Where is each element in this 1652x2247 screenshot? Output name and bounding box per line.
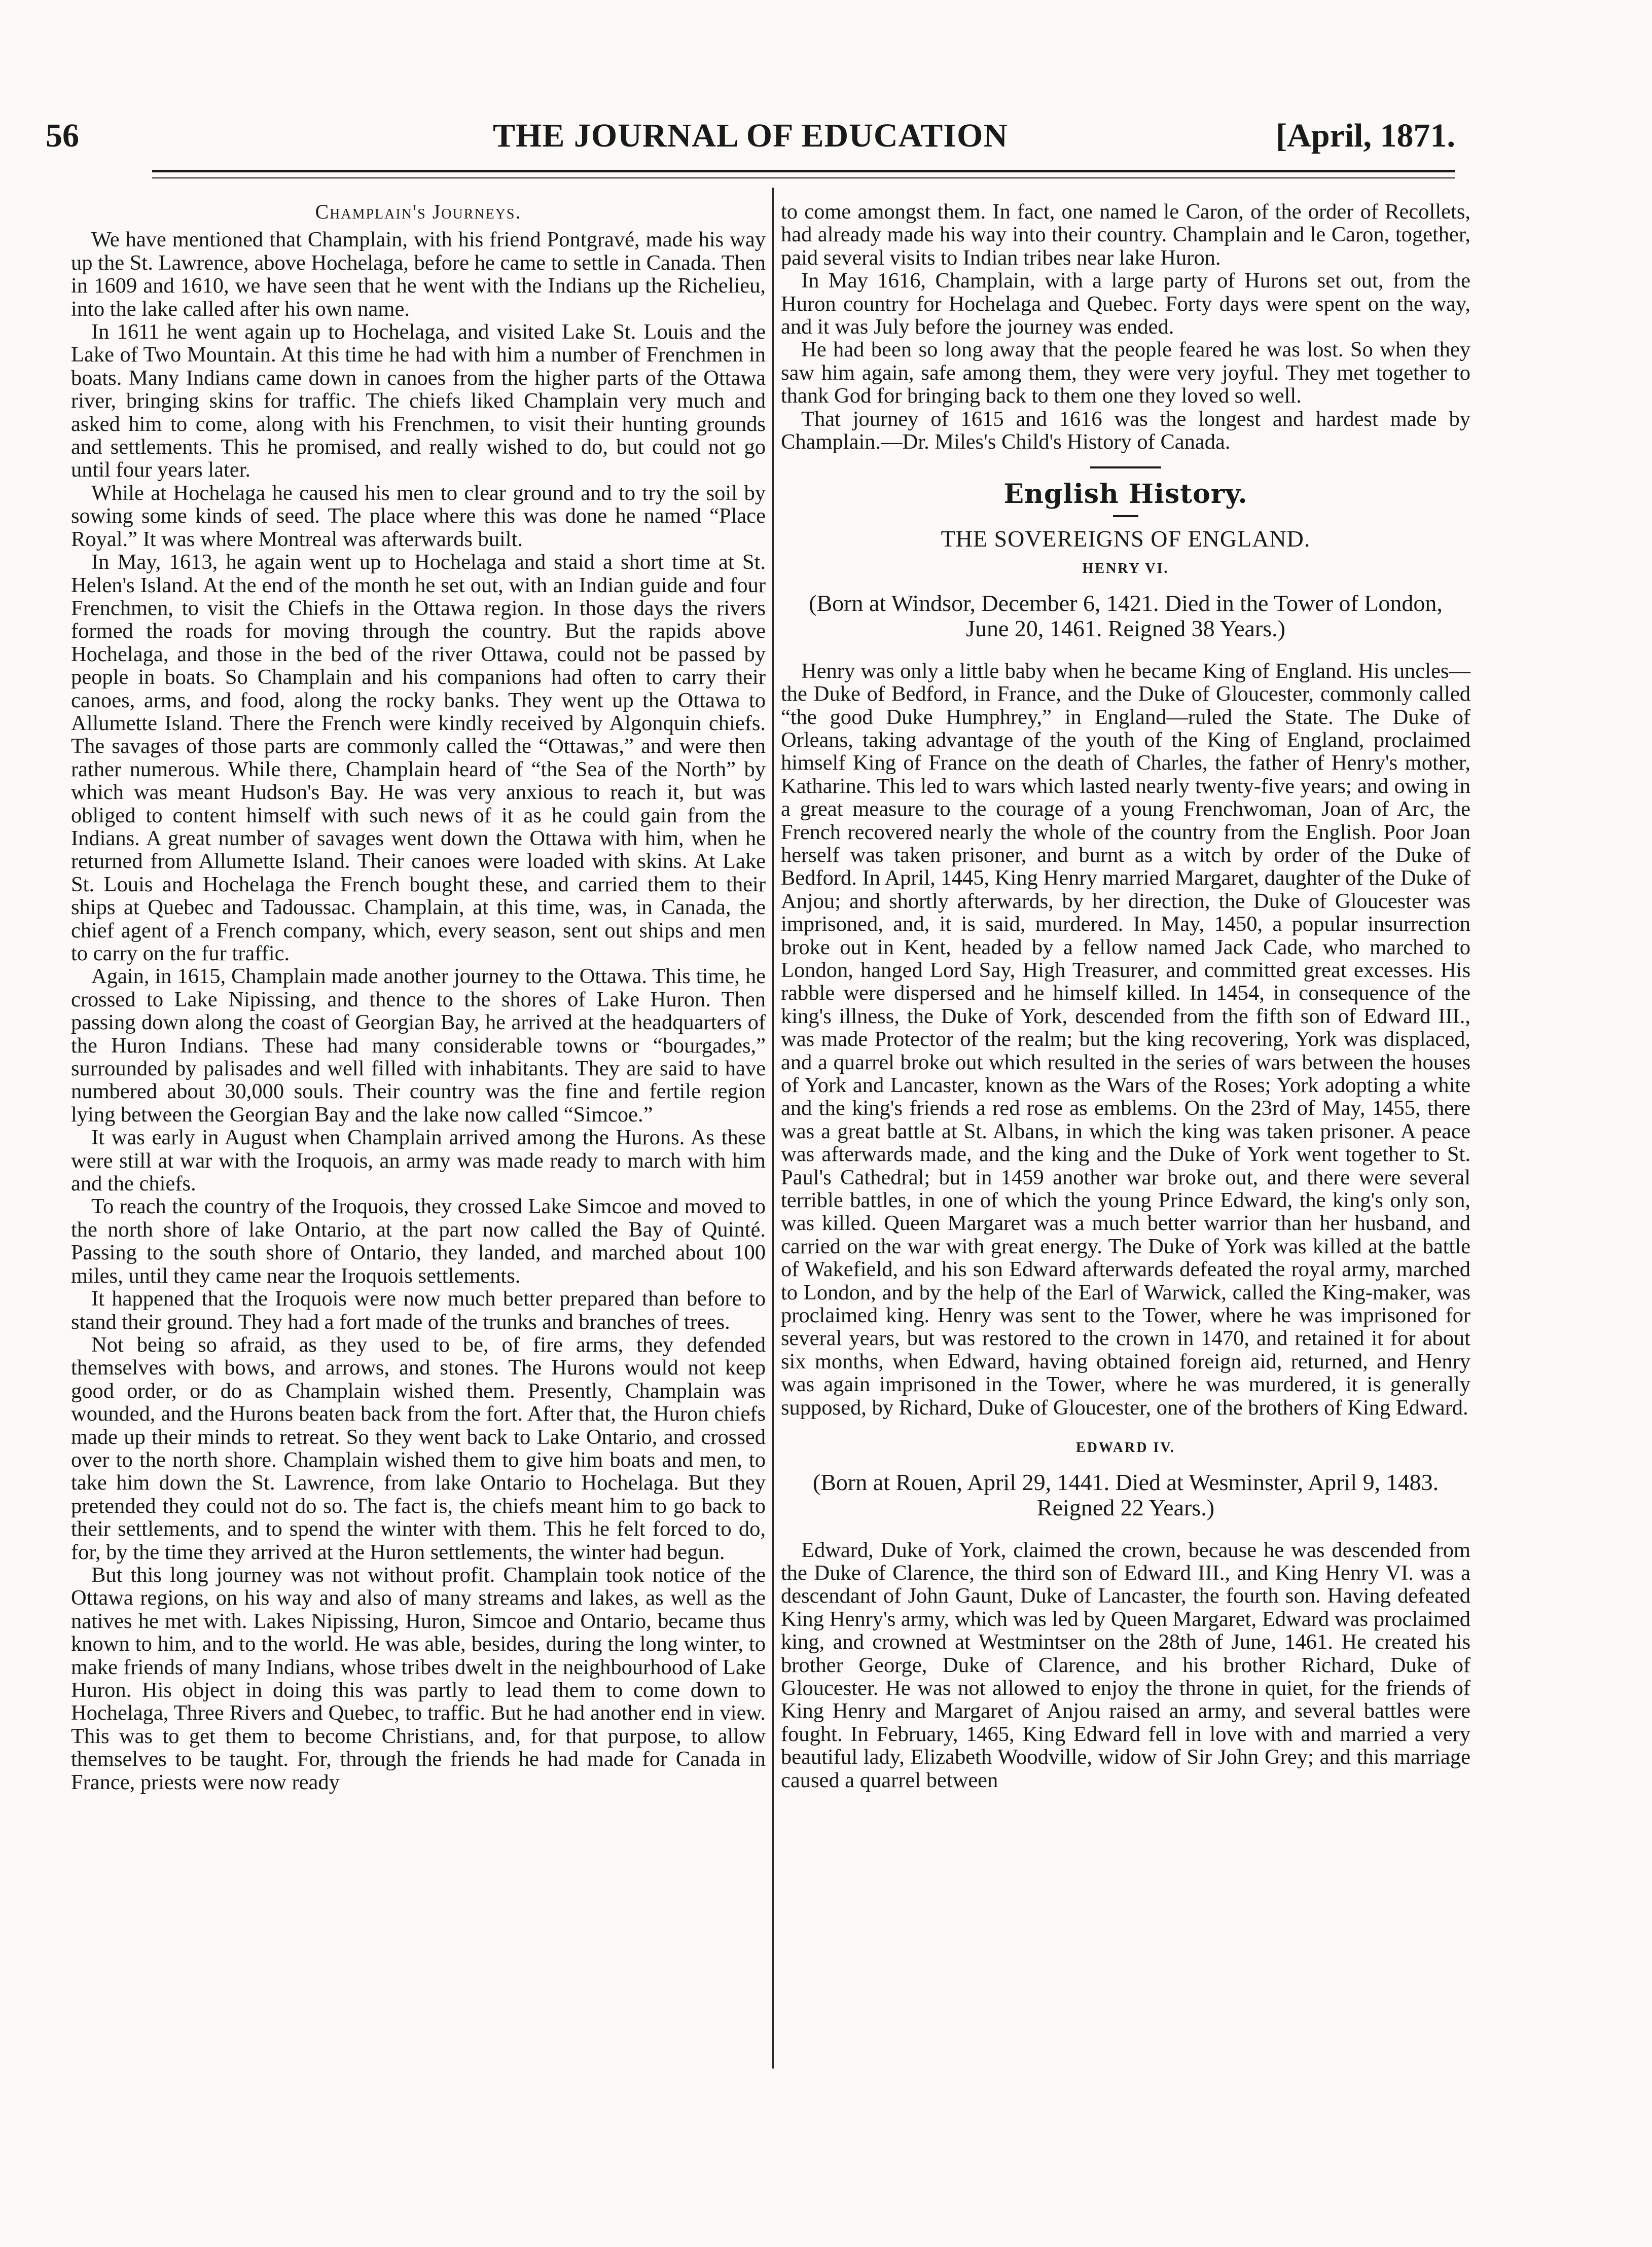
page-number: 56 <box>46 117 79 154</box>
paragraph: It was early in August when Champlain arrived among the Hurons. As these were still at war with the Iroquois, an army was made ready to march with him and the chiefs. <box>71 1126 766 1196</box>
paragraph: In May 1616, Champlain, with a large party of Hurons set out, from the Huron country for Hochelaga and Quebec. Forty days were spent on the way, and it was July before the journey was ended. <box>781 269 1470 339</box>
right-column <box>781 200 1470 1792</box>
paragraph: Henry was only a little baby when he became King of England. His uncles—the Duke of Bedford, in France, and the Duke of Gloucester, commonly called “the good Duke Humphrey,” in England—ruled the State. The Duke of Orleans, taking advantage of the youth of the King of England, proclaimed himself King of France on the death of Charles, the father of Henry's mother, Katharine. This led to wars which lasted nearly twenty-five years; and owing in a great measure to the courage of a young Frenchwoman, Joan of Arc, the French recovered nearly the whole of the country from the English. Poor Joan herself was taken prisoner, and burnt as a witch by order of the Duke of Bedford. In April, 1445, King Henry married Margaret, daughter of the Duke of Anjou; and shortly afterwards, by her direction, the Duke of Gloucester was imprisoned, and, it is said, murdered. In May, 1450, a popular insurrection broke out in Kent, headed by a fellow named Jack Cade, who marched to London, hanged Lord Say, High Treasurer, and committed great excesses. His rabble were dispersed and he himself killed. In 1454, in consequence of the king's illness, the Duke of York, descended from the fifth son of Edward III., was made Protector of the realm; but the king recovering, York was displaced, and a quarrel broke out which resulted in the series of wars between the houses of York and Lancaster, known as the Wars of the Roses; York adopting a white and the king's friends a red rose as emblems. On the 23rd of May, 1455, there was a great battle at St. Albans, in which the king was taken prisoner. A peace was afterwards made, and the king and the Duke of York went together to St. Paul's Cathedral; but in 1459 another war broke out, and there were several terrible battles, in one of which the young Prince Edward, the king's only son, was killed. Queen Margaret was a much better warrior than her husband, and carried on the war with great energy. The Duke of York was killed at the battle of Wakefield, and his son Edward afterwards defeated the royal army, marched to London, and by the help of the Earl of Warwick, called the King-maker, was proclaimed king. Henry was sent to the Tower, where he was imprisoned for several years, but was restored to the crown in 1470, and retained it for about six months, when Edward, having obtained foreign aid, returned, and Henry was again imprisoned in the Tower, where he was murdered, it is generally supposed, by Richard, Duke of Gloucester, one of the brothers of King Edward. <box>781 659 1470 1420</box>
paragraph: While at Hochelaga he caused his men to clear ground and to try the soil by sowing some kinds of seed. The place where this was done he named “Place Royal.” It was where Montreal was afterwards built. <box>71 481 766 551</box>
section-title-english-history: English History. <box>1003 479 1248 510</box>
journal-title: THE JOURNAL OF EDUCATION <box>493 117 1008 154</box>
king-heading-edward: EDWARD IV. <box>1076 1440 1175 1456</box>
article-heading-champlain: Champlain's Journeys. <box>315 200 522 223</box>
subtitle-sovereigns: THE SOVEREIGNS OF ENGLAND. <box>941 525 1311 552</box>
header-rule-thin <box>152 177 1455 178</box>
left-column <box>71 200 766 1794</box>
paragraph-continued: to come amongst them. In fact, one named le Caron, of the order of Recollets, had already made his way into their country. Champlain and le Caron, together, paid several visits to Indian tribes near lake Huron. <box>781 200 1470 270</box>
birth-note-edward: (Born at Rouen, April 29, 1441. Died at Wesminster, April 9, 1483. Reigned 22 Years.) <box>812 1469 1439 1520</box>
paragraph: Again, in 1615, Champlain made another journey to the Ottawa. This time, he crossed to Lake Nipissing, and thence to the shores of Lake Huron. Then passing down along the coast of Georgian Bay, he arrived at the headquarters of the Huron Indians. These had many considerable towns or “bourgades,” surrounded by palisades and well filled with inhabitants. They are said to have numbered about 30,000 souls. Their country was the fine and fertile region lying between the Georgian Bay and the lake now called “Simcoe.” <box>71 964 766 1127</box>
paragraph: But this long journey was not without profit. Champlain took notice of the Ottawa regions, on his way and also of many streams and lakes, as well as the natives he met with. Lakes Nipissing, Huron, Simcoe and Ontario, became thus known to him, and to the world. He was able, besides, during the long winter, to make friends of many Indians, whose tribes dwelt in the neighbourhood of Lake Huron. His object in doing this was partly to lead them to come down to Hochelaga, Three Rivers and Quebec, to traffic. But he had another end in view. This was to get them to become Christians, and, for that purpose, to allow themselves to be taught. For, through the friends he had made for Canada in France, priests were now ready <box>71 1563 766 1794</box>
paragraph: Edward, Duke of York, claimed the crown, because he was descended from the Duke of Clarence, the third son of Edward III., and King Henry VI. was a descendant of John Gaunt, Duke of Lancaster, the fourth son. Having defeated King Henry's army, which was led by Queen Margaret, Edward was proclaimed king, and crowned at Westmintser on the 28th of June, 1461. He created his brother George, Duke of Clarence, and his brother Richard, Duke of Gloucester. He was not allowed to enjoy the throne in quiet, for the friends of King Henry and Margaret of Anjou raised an army, and several battles were fought. In February, 1465, King Edward fell in love with and married a very beautiful lady, Elizabeth Woodville, widow of Sir John Grey; and this marriage caused a quarrel between <box>781 1538 1470 1792</box>
masthead <box>46 117 1455 177</box>
paragraph: In 1611 he went again up to Hochelaga, and visited Lake St. Louis and the Lake of Two Mountain. At this time he had with him a number of Frenchmen in boats. Many Indians came down in canoes from the higher parts of the Ottawa river, bringing skins for traffic. The chiefs liked Champlain very much and asked him to come, along with his Frenchmen, to visit their hunting grounds and settlements. This he promised, and really wished to do, but could not go until four years later. <box>71 320 766 482</box>
issue-date: [April, 1871. <box>1276 117 1455 154</box>
paragraph: It happened that the Iroquois were now much better prepared than before to stand their ground. They had a fort made of the trunks and branches of trees. <box>71 1287 766 1334</box>
section-divider-small <box>1113 515 1138 517</box>
column-separator <box>772 188 774 2069</box>
paragraph: In May, 1613, he again went up to Hochelaga and staid a short time at St. Helen's Island. At the end of the month he set out, with an Indian guide and four Frenchmen, to visit the Chiefs in the Ottawa region. In those days the rivers formed the roads for moving through the country. But the rapids above Hochelaga, and those in the bed of the river Ottawa, could not be passed by people in boats. So Champlain and his companions had often to carry their canoes, arms, and food, along the rocky banks. They went up the Ottawa to Allumette Island. There the French were kindly received by Algonquin chiefs. The savages of those parts are commonly called the “Ottawas,” and were then rather numerous. While there, Champlain heard of “the Sea of the North” by which was meant Hudson's Bay. He was very anxious to reach it, but was obliged to content himself with such news of it as he could gain from the Indians. A great number of savages went down the Ottawa with him, when he returned from Allumette Island. Their canoes were loaded with skins. At Lake St. Louis and Hochelaga the French bought these, and carried them to their ships at Quebec and Tadoussac. Champlain, at this time, was, in Canada, the chief agent of a French company, which, every season, sent out ships and men to carry on the fur traffic. <box>71 550 766 965</box>
paragraph: That journey of 1615 and 1616 was the longest and hardest made by Champlain.—Dr. Miles's Child's History of Canada. <box>781 407 1470 454</box>
section-divider <box>1090 466 1161 468</box>
paragraph: We have mentioned that Champlain, with his friend Pontgravé, made his way up the St. Lawrence, above Hochelaga, before he came to settle in Canada. Then in 1609 and 1610, we have seen that he went with the Indians up the Richelieu, into the lake called after his own name. <box>71 228 766 321</box>
paragraph: Not being so afraid, as they used to be, of fire arms, they defended themselves with bows, and arrows, and stones. The Hurons would not keep good order, or do as Champlain wished them. Presently, Champlain was wounded, and the Hurons beaten back from the fort. After that, the Huron chiefs made up their minds to retreat. So they went back to Lake Ontario, and crossed over to the north shore. Champlain wished them to give him boats and men, to take him down the St. Lawrence, from lake Ontario to Hochelaga. But they pretended they could not do so. The fact is, the chiefs meant him to go back to their settlements, and to spend the winter with them. This he felt forced to do, for, by the time they arrived at the Huron settlements, the winter had begun. <box>71 1332 766 1564</box>
paragraph: He had been so long away that the people feared he was lost. So when they saw him again, safe among them, they were very joyful. They met together to thank God for bringing back to them one they loved so well. <box>781 338 1470 408</box>
header-rule-thick <box>152 170 1455 172</box>
birth-note-henry: (Born at Windsor, December 6, 1421. Died in the Tower of London, June 20, 1461. Reigned 38 Years.) <box>809 590 1443 641</box>
paragraph: To reach the country of the Iroquois, they crossed Lake Simcoe and moved to the north shore of lake Ontario, at the part now called the Bay of Quinté. Passing to the south shore of Ontario, they landed, and marched about 100 miles, until they came near the Iroquois settlements. <box>71 1194 766 1288</box>
king-heading-henry: HENRY VI. <box>1082 561 1169 577</box>
